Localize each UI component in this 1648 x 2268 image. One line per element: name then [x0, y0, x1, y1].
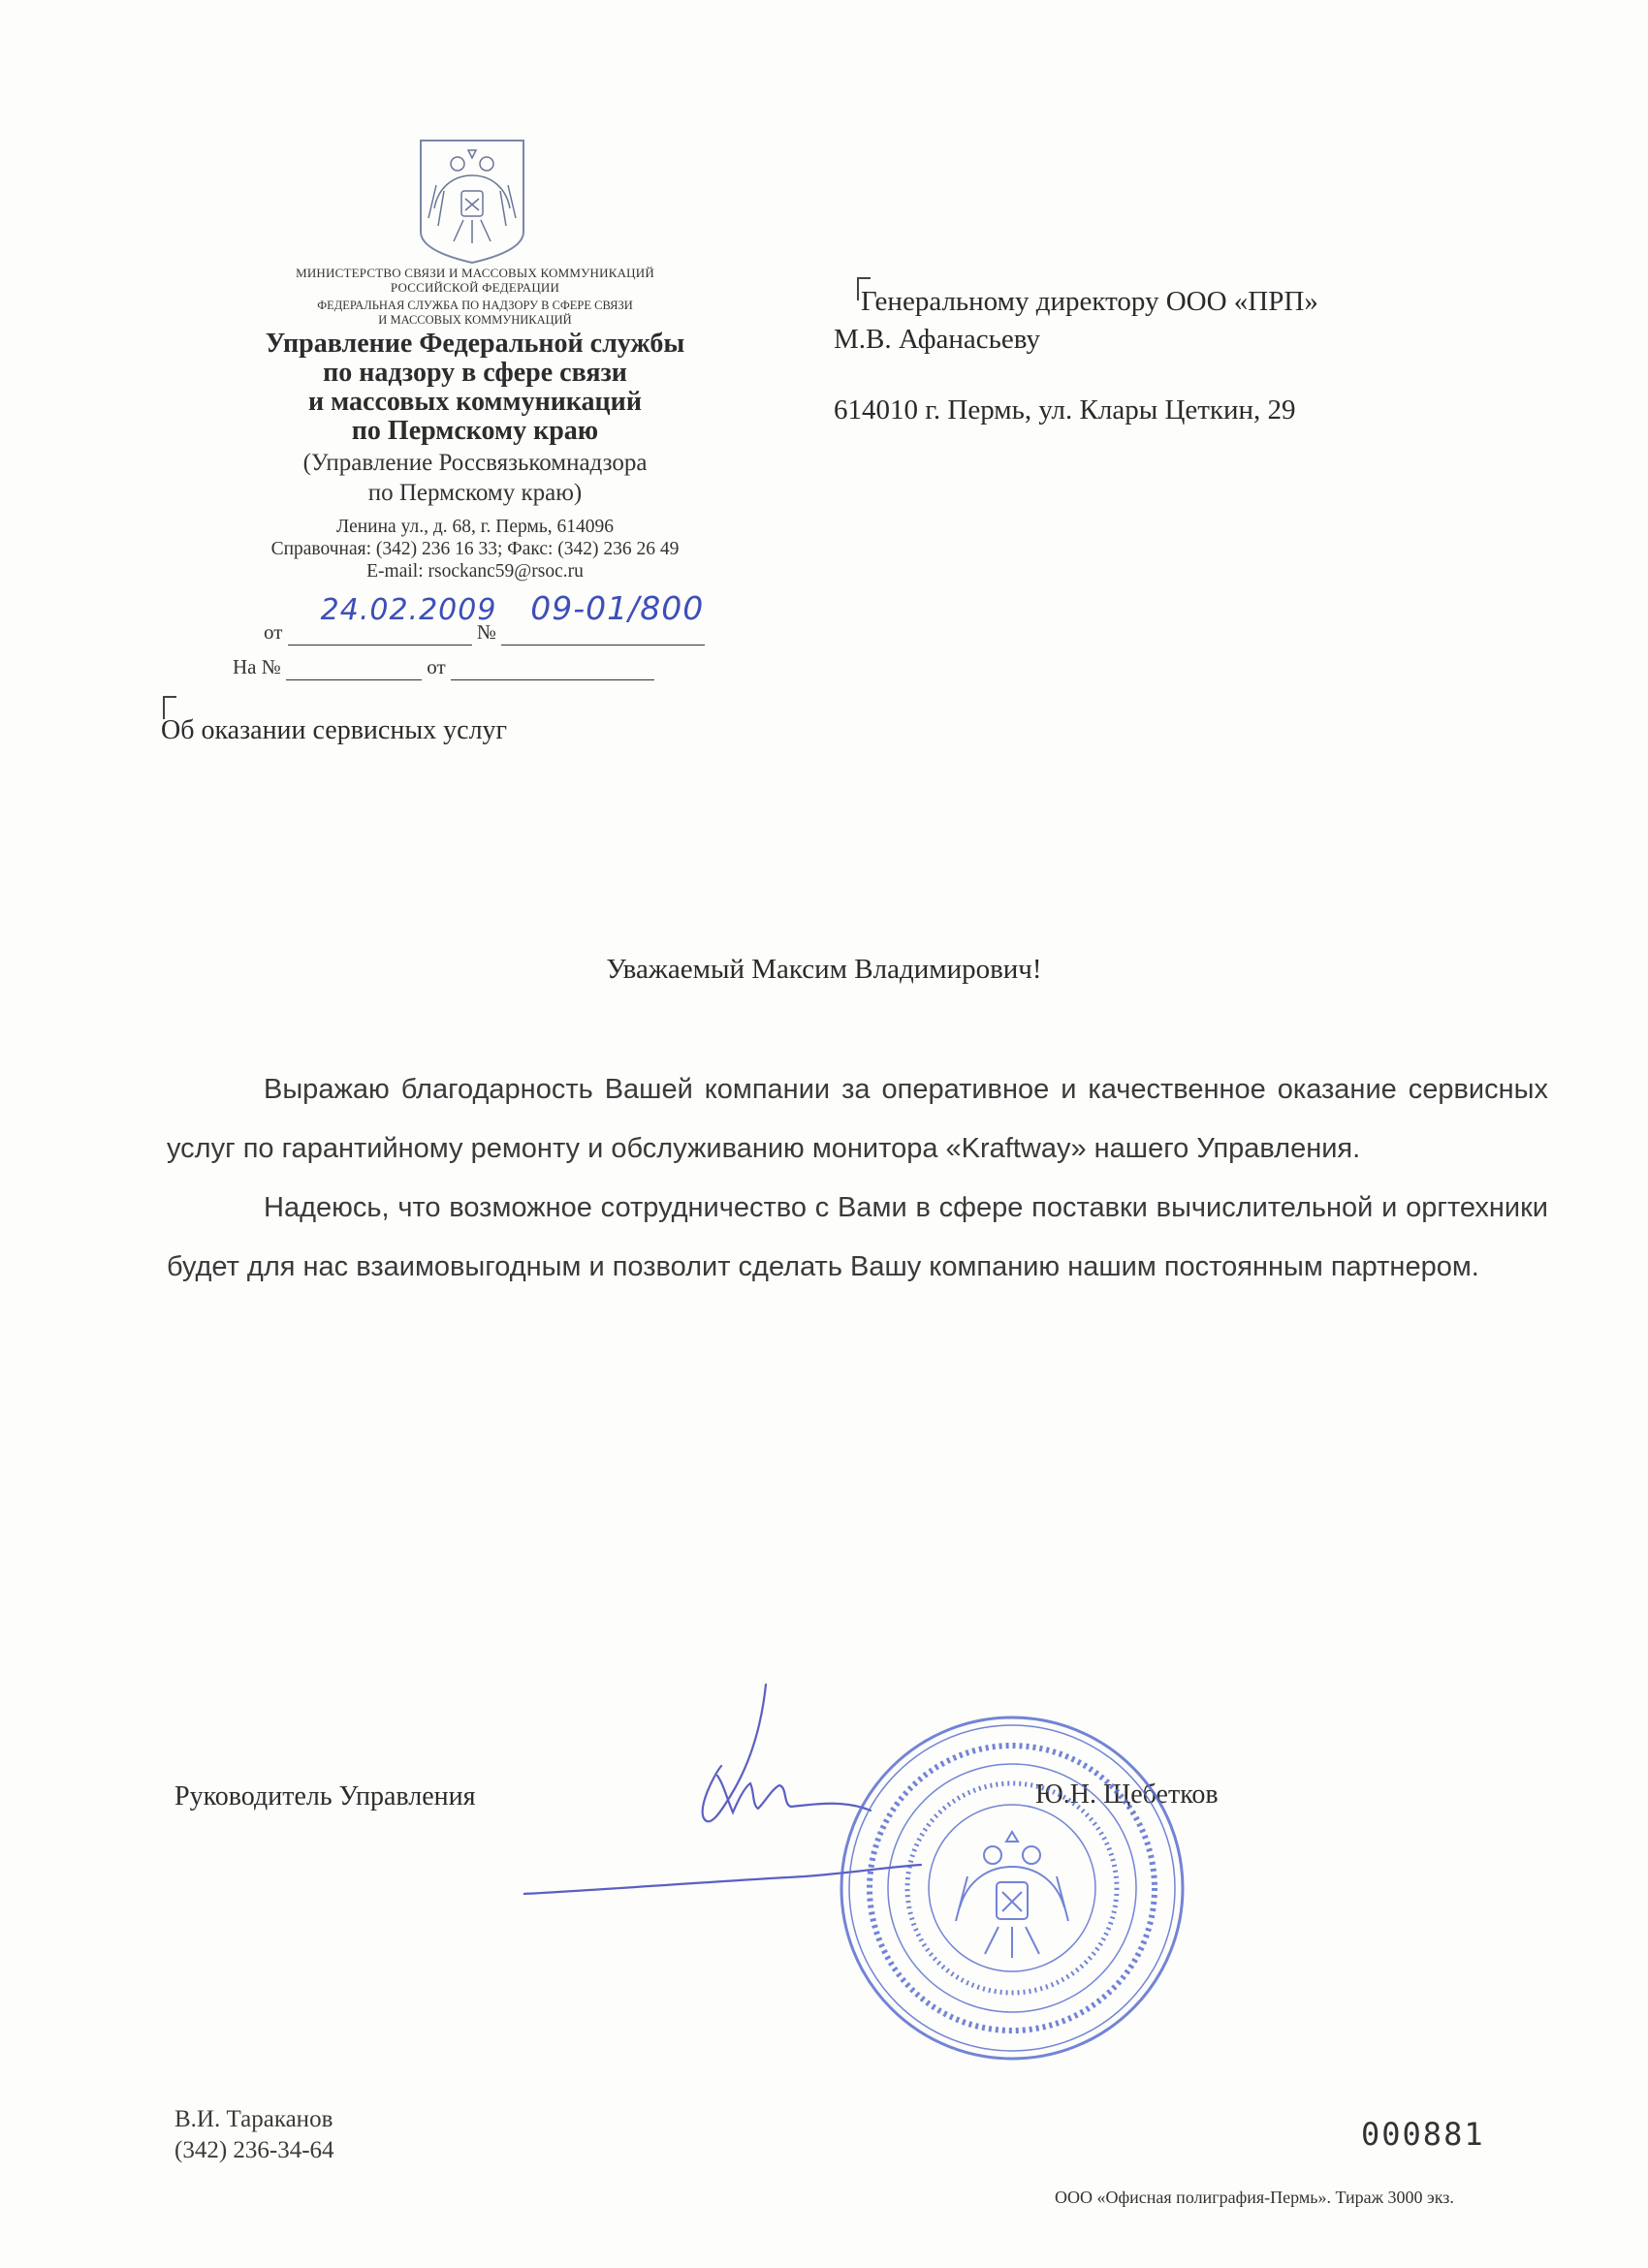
letter-subject: Об оказании сервисных услуг — [161, 715, 508, 745]
reference-date-label: от — [427, 655, 446, 678]
date-label: от — [264, 620, 283, 644]
office-name: Управление Федеральной службы по надзору в сфере связи и массовых коммуникаций по Пермскому краю — [265, 329, 685, 446]
addressee-block — [834, 283, 1318, 429]
sender-contacts — [165, 516, 785, 583]
body-paragraph: Надеюсь, что возможное сотрудничество с Вами в сфере поставки вычислительной и оргтехники будет для нас взаимовыгодным и позволит сделать Вашу компанию нашим постоянным партнером. — [167, 1192, 1548, 1282]
contact-name: В.И. Тараканов — [174, 2106, 333, 2132]
sender-address: Ленина ул., д. 68, г. Пермь, 614096 — [336, 517, 614, 537]
signatory-title: Руководитель Управления — [174, 1781, 476, 1811]
sender-email: E-mail: rsockanc59@rsoc.ru — [366, 561, 584, 582]
registration-row — [264, 589, 705, 646]
reference-number-field — [286, 655, 422, 680]
printer-imprint: ООО «Офисная полиграфия-Пермь». Тираж 3000 экз. — [1055, 2188, 1454, 2207]
reference-row — [233, 655, 654, 680]
salutation: Уважаемый Максим Владимирович! — [606, 954, 1042, 985]
contact-phone: (342) 236-34-64 — [174, 2137, 334, 2163]
official-round-stamp — [832, 1708, 1192, 2068]
addressee-position: Генеральному директору ООО «ПРП» — [861, 286, 1318, 317]
sender-block — [165, 266, 785, 583]
contact-person — [174, 2104, 334, 2166]
signatory-name: Ю.Н. Щебетков — [1035, 1780, 1219, 1810]
ministry-name: МИНИСТЕРСТВО СВЯЗИ И МАССОВЫХ КОММУНИКАЦИЙ РОССИЙСКОЙ ФЕДЕРАЦИИ — [296, 266, 654, 295]
office-short-name: (Управление Россвязькомнадзора по Пермскому краю) — [302, 450, 648, 506]
handwritten-date: 24.02.2009 — [320, 593, 497, 627]
addressee-name: М.В. Афанасьеву — [834, 324, 1040, 355]
agency-name: ФЕДЕРАЛЬНАЯ СЛУЖБА ПО НАДЗОРУ В СФЕРЕ СВЯЗИ И МАССОВЫХ КОММУНИКАЦИЙ — [317, 299, 633, 327]
sender-phone-fax: Справочная: (342) 236 16 33; Факс: (342) 236 26 49 — [270, 539, 680, 559]
letter-body — [167, 1060, 1548, 1297]
reference-date-field — [451, 655, 654, 680]
addressee-address: 614010 г. Пермь, ул. Клары Цеткин, 29 — [834, 394, 1296, 425]
number-field — [501, 589, 705, 646]
number-label: № — [476, 620, 496, 644]
serial-number: 000881 — [1361, 2116, 1485, 2153]
reference-label: На № — [233, 655, 281, 678]
handwritten-number: 09-01/800 — [530, 589, 705, 627]
coat-of-arms-emblem — [415, 137, 529, 267]
body-paragraph: Выражаю благодарность Вашей компании за оперативное и качественное оказание сервисных услуг по гарантийному ремонту и обслуживанию монитора «Kraftway» нашего Управления. — [167, 1074, 1548, 1164]
